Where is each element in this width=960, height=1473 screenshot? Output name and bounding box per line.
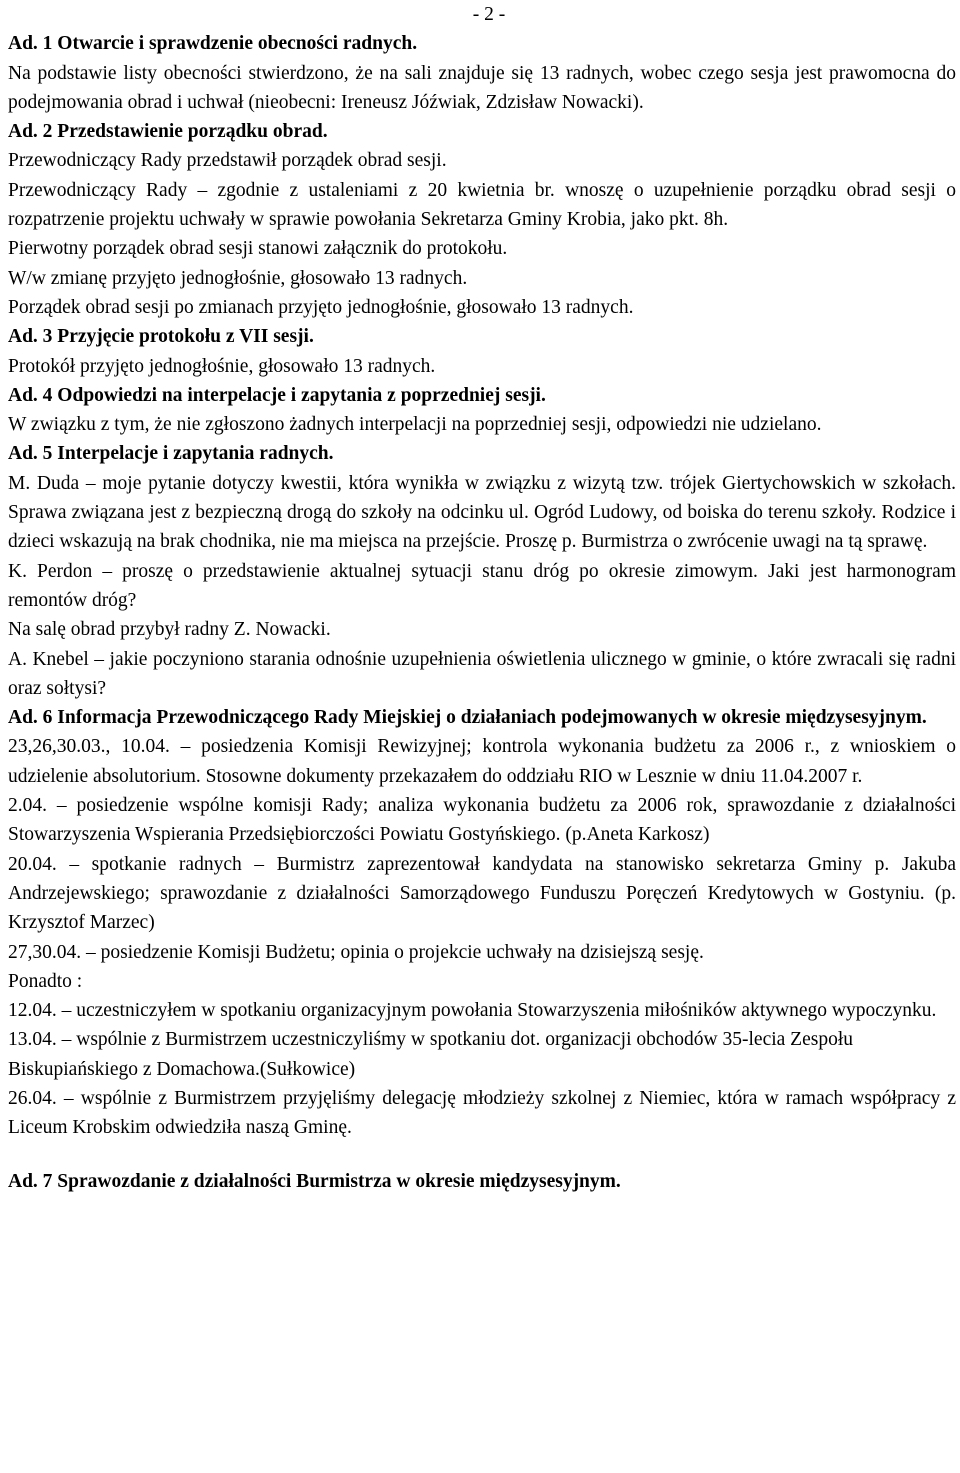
paragraph-duda: M. Duda – moje pytanie dotyczy kwestii, która wynikła w związku z wizytą tzw. trójek Giertychowskich w szkołach. Sprawa związana jest z bezpieczną drogą do szkoły na odcinku ul. Ogród Ludowy, od boiska do terenu szkoły. Rodzice i dzieci wskazują na brak chodnika, nie ma miejsca na przejście. Proszę p. Burmistrza o zwrócenie uwagi na tą sprawę. — [8, 472, 956, 553]
paragraph-joint-committee: 2.04. – posiedzenie wspólne komisji Rady; analiza wykonania budżetu za 2006 rok, sprawozdanie z działalności Stowarzyszenia Wspierania Przedsiębiorczości Powiatu Gostyńskiego. (p.Aneta Karkosz) — [8, 795, 956, 846]
section-heading-1: Ad. 1 Otwarcie i sprawdzenie obecności radnych. — [8, 33, 418, 55]
section-heading-4: Ad. 4 Odpowiedzi na interpelacje i zapytania z poprzedniej sesji. — [8, 384, 546, 406]
paragraph-protocol-vote: Protokół przyjęto jednogłośnie, głosowało 13 radnych. — [8, 355, 436, 377]
paragraph-anniversary: 13.04. – wspólnie z Burmistrzem uczestniczyliśmy w spotkaniu dot. organizacji obchodów 35-lecia Zespołu Biskupiańskiego z Domachowa.(Sułkowice) — [8, 1029, 853, 1080]
paragraph-no-interpellations: W związku z tym, że nie zgłoszono żadnych interpelacji na poprzedniej sesji, odpowiedzi nie udzielano. — [8, 414, 822, 436]
paragraph-agenda-presented: Przewodniczący Rady przedstawił porządek obrad sesji. — [8, 150, 447, 172]
section-heading-7: Ad. 7 Sprawozdanie z działalności Burmistrza w okresie międzysesyjnym. — [8, 1170, 621, 1192]
spacer — [8, 1143, 956, 1167]
paragraph-association: 12.04. – uczestniczyłem w spotkaniu organizacyjnym powołania Stowarzyszenia miłośników aktywnego wypoczynku. — [8, 1000, 937, 1022]
section-heading-5: Ad. 5 Interpelacje i zapytania radnych. — [8, 443, 334, 465]
paragraph-budget-committee: 27,30.04. – posiedzenie Komisji Budżetu; opinia o projekcie uchwały na dzisiejszą sesję. — [8, 941, 704, 963]
paragraph-rewizyjna: 23,26,30.03., 10.04. – posiedzenia Komisji Rewizyjnej; kontrola wykonania budżetu za 2006 r., z wnioskiem o udzielenie absolutorium. Stosowne dokumenty przekazałem do oddziału RIO w Lesznie w dniu 11.04.2007 r. — [8, 736, 956, 787]
paragraph-ponadto: Ponadto : — [8, 970, 83, 992]
paragraph-attendance: Na podstawie listy obecności stwierdzono, że na sali znajduje się 13 radnych, wobec czego sesja jest prawomocna do podejmowania obrad i uchwał (nieobecni: Ireneusz Jóźwiak, Zdzisław Nowacki). — [8, 62, 956, 113]
paragraph-amendment-vote: W/w zmianę przyjęto jednogłośnie, głosowało 13 radnych. — [8, 267, 468, 289]
paragraph-agenda-vote: Porządek obrad sesji po zmianach przyjęto jednogłośnie, głosowało 13 radnych. — [8, 296, 634, 318]
section-heading-6: Ad. 6 Informacja Przewodniczącego Rady Miejskiej o działaniach podejmowanych w okresie międzysesyjnym. — [8, 707, 927, 729]
page-number: - 2 - — [472, 4, 506, 25]
paragraph-councillors-meeting: 20.04. – spotkanie radnych – Burmistrz zaprezentował kandydata na stanowisko sekretarza Gminy p. Jakuba Andrzejewskiego; sprawozdanie z działalności Samorządowego Funduszu Poręczeń Kredytowych w Gostyniu. (p. Krzysztof Marzec) — [8, 853, 956, 934]
paragraph-knebel: A. Knebel – jakie poczyniono starania odnośnie uzupełnienia oświetlenia ulicznego w gminie, o które zwracali się radni oraz sołtysi? — [8, 648, 956, 699]
section-heading-3: Ad. 3 Przyjęcie protokołu z VII sesji. — [8, 326, 314, 348]
paragraph-perdon: K. Perdon – proszę o przedstawienie aktualnej sytuacji stanu dróg po okresie zimowym. Jaki jest harmonogram remontów dróg? — [8, 560, 956, 611]
paragraph-agenda-amendment: Przewodniczący Rady – zgodnie z ustaleniami z 20 kwietnia br. wnoszę o uzupełnienie porządku obrad sesji o rozpatrzenie projektu uchwały w sprawie powołania Sekretarza Gminy Krobia, jako pkt. 8h. — [8, 179, 956, 231]
paragraph-delegation: 26.04. – wspólnie z Burmistrzem przyjęliśmy delegację młodzieży szkolnej z Niemiec, która w ramach współpracy z Liceum Krobskim odwiedziła naszą Gminę. — [8, 1087, 956, 1139]
paragraph-nowacki-arrived: Na salę obrad przybył radny Z. Nowacki. — [8, 619, 331, 641]
section-heading-2: Ad. 2 Przedstawienie porządku obrad. — [8, 121, 328, 143]
paragraph-agenda-attachment: Pierwotny porządek obrad sesji stanowi załącznik do protokołu. — [8, 238, 508, 260]
